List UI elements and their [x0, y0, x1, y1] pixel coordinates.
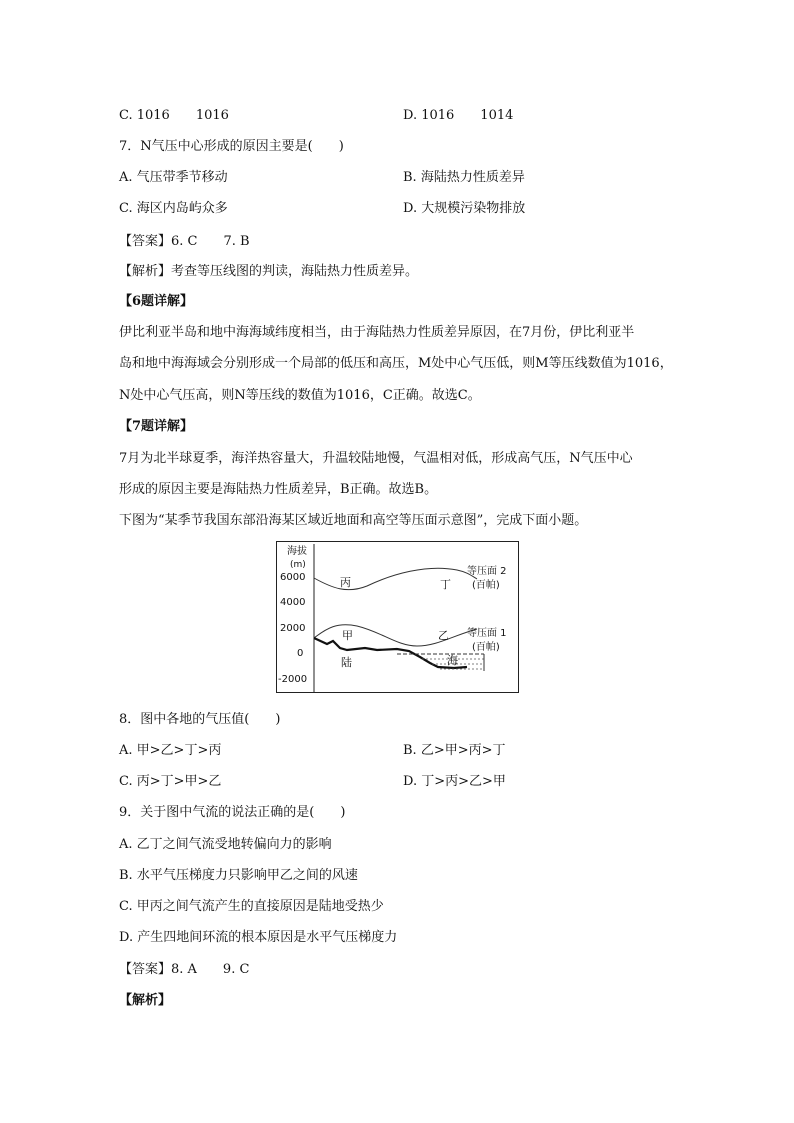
point-jia: 甲 — [342, 629, 353, 642]
detail6-heading: 【6题详解】 — [119, 294, 194, 309]
answer-6-7: 【答案】6. C 7. B — [119, 234, 250, 249]
point-bing: 丙 — [340, 576, 351, 589]
tick-minus-2000: -2000 — [278, 674, 308, 685]
q7-option-a: A. 气压带季节移动 — [119, 170, 228, 185]
tick-4000: 4000 — [280, 597, 306, 608]
analysis-6-7: 【解析】考查等压线图的判读，海陆热力性质差异。 — [119, 264, 419, 279]
q8-stem: 8．图中各地的气压值( ) — [119, 712, 281, 727]
point-yi: 乙 — [438, 629, 449, 642]
tick-2000: 2000 — [280, 623, 306, 634]
surface-1-label: 等压面 1 — [467, 628, 507, 639]
q6-option-c: C. 1016 1016 — [119, 108, 229, 123]
tick-6000: 6000 — [280, 572, 306, 583]
isobaric-surface-figure — [276, 541, 519, 693]
q7-option-b: B. 海陆热力性质差异 — [403, 170, 525, 185]
q7-stem: 7．N气压中心形成的原因主要是( ) — [119, 139, 344, 154]
q8-option-c: C. 丙>丁>甲>乙 — [119, 774, 222, 789]
isobaric-surface-diagram — [277, 542, 518, 692]
detail6-line-3: N处中心气压高，则N等压线的数值为1016，C正确。故选C。 — [119, 388, 481, 403]
y-axis-label: 海拔 — [287, 546, 307, 557]
q8-option-b: B. 乙>甲>丙>丁 — [403, 743, 506, 758]
answer-8-9: 【答案】8. A 9. C — [119, 962, 250, 977]
analysis-8-9: 【解析】 — [119, 993, 172, 1008]
point-ding: 丁 — [440, 578, 451, 591]
isobaric-surface-1-line — [314, 625, 477, 646]
q9-option-c: C. 甲丙之间气流产生的直接原因是陆地受热少 — [119, 899, 384, 914]
isobaric-surface-2-line — [314, 568, 477, 590]
tick-0: 0 — [297, 648, 304, 659]
label-land: 陆 — [341, 656, 352, 669]
detail7-heading: 【7题详解】 — [119, 419, 194, 434]
q8-option-d: D. 丁>丙>乙>甲 — [403, 774, 506, 789]
q7-option-c: C. 海区内岛屿众多 — [119, 201, 228, 216]
q7-option-d: D. 大规模污染物排放 — [403, 201, 526, 216]
ground-line — [314, 638, 467, 668]
surface-1-unit: (百帕) — [472, 642, 500, 653]
detail7-line-1: 7月为北半球夏季，海洋热容量大，升温较陆地慢，气温相对低，形成高气压，N气压中心 — [119, 451, 633, 466]
y-axis-unit: (m) — [290, 560, 306, 570]
intro-8-9: 下图为“某季节我国东部沿海某区域近地面和高空等压面示意图”，完成下面小题。 — [119, 513, 588, 528]
label-sea: 海 — [447, 654, 458, 667]
detail6-line-1: 伊比利亚半岛和地中海海域纬度相当，由于海陆热力性质差异原因，在7月份，伊比利亚半 — [119, 325, 635, 340]
q6-option-d: D. 1016 1014 — [403, 108, 514, 123]
q9-option-b: B. 水平气压梯度力只影响甲乙之间的风速 — [119, 868, 358, 883]
q9-option-d: D. 产生四地间环流的根本原因是水平气压梯度力 — [119, 930, 398, 945]
q9-option-a: A. 乙丁之间气流受地转偏向力的影响 — [119, 837, 332, 852]
detail6-line-2: 岛和地中海海域会分别形成一个局部的低压和高压，M处中心气压低，则M等压线数值为1016， — [119, 356, 673, 371]
surface-2-unit: (百帕) — [472, 580, 500, 591]
q8-option-a: A. 甲>乙>丁>丙 — [119, 743, 222, 758]
q9-stem: 9．关于图中气流的说法正确的是( ) — [119, 805, 346, 820]
detail7-line-2: 形成的原因主要是海陆热力性质差异，B正确。故选B。 — [119, 482, 438, 497]
surface-2-label: 等压面 2 — [467, 566, 507, 577]
